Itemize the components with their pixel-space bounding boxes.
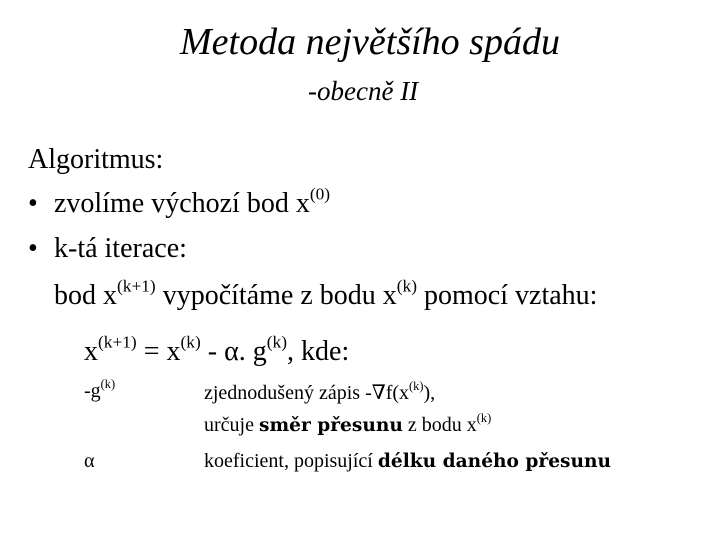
bullet-marker: • (28, 188, 38, 219)
definition-alpha (204, 450, 611, 473)
slide-title: Metoda největšího spádu (180, 21, 560, 63)
text-segment: f(x (385, 382, 410, 404)
bold-text: směr přesunu (258, 415, 403, 436)
bullet-text: zvolíme výchozí bod x (54, 188, 310, 219)
superscript: (k) (266, 332, 288, 352)
nabla-symbol: ∇ (371, 382, 386, 404)
term-alpha: α (84, 450, 95, 472)
bullet-start-point (54, 184, 331, 220)
formula-part: x (84, 336, 98, 367)
update-formula (84, 332, 350, 368)
bullet-marker: • (28, 233, 38, 264)
superscript: (k) (396, 276, 418, 296)
text-segment: zjednodušený zápis - (204, 382, 372, 404)
text-segment: bod x (54, 280, 117, 311)
term-neg-gradient (84, 377, 116, 403)
text-segment: pomocí vztahu: (417, 280, 598, 311)
iteration-description (54, 276, 598, 312)
text-segment: ), (423, 382, 436, 404)
formula-part: . g (238, 336, 267, 367)
superscript: (k) (100, 377, 116, 392)
formula-part: - (200, 336, 225, 367)
definition-direction (204, 411, 492, 437)
bullet-iteration: k-tá iterace: (54, 233, 187, 264)
superscript: (k) (180, 332, 201, 352)
superscript: (k+1) (98, 332, 137, 352)
algorithm-heading: Algoritmus: (28, 144, 164, 175)
formula-part: = x (136, 336, 181, 367)
superscript: (k) (409, 379, 424, 394)
slide-subtitle: -obecně II (308, 76, 419, 106)
text-segment: koeficient, popisující (204, 450, 378, 472)
superscript: (k+1) (117, 276, 156, 296)
text-segment: určuje (204, 414, 259, 436)
superscript: (k) (476, 411, 492, 426)
term-text: -g (84, 380, 101, 402)
superscript: (0) (309, 184, 331, 204)
bold-text: délku daného přesunu (377, 451, 612, 472)
definition-neg-gradient (204, 380, 435, 405)
alpha-symbol: α (224, 336, 239, 367)
text-segment: z bodu x (402, 414, 477, 436)
text-segment: vypočítáme z bodu x (155, 280, 397, 311)
formula-part: , kde: (287, 336, 350, 367)
